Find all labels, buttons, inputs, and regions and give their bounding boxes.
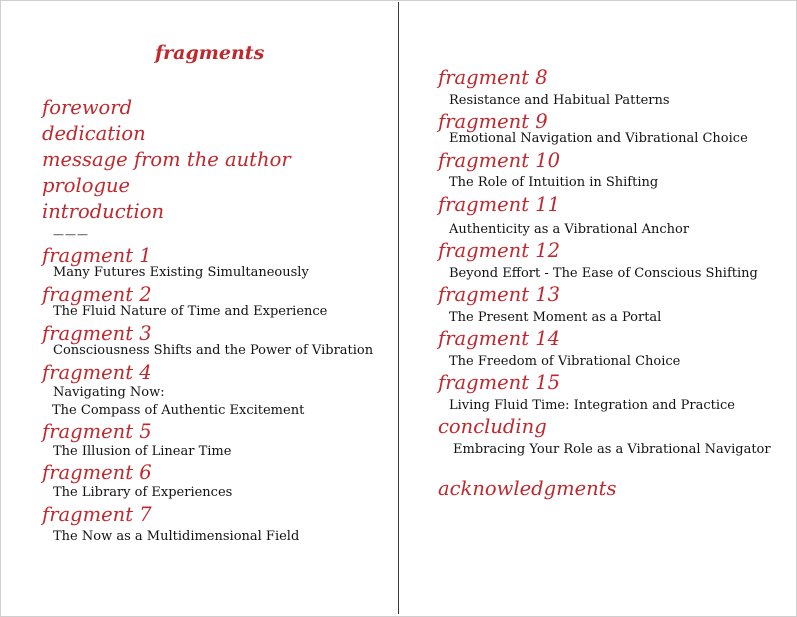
toc-entry-fragment-4[interactable]: fragment 4 [42, 361, 152, 384]
toc-entry-fragment-12[interactable]: fragment 12 [438, 239, 561, 262]
concluding-subtitle: Embracing Your Role as a Vibrational Navigator [453, 442, 771, 457]
fragment-1-subtitle: Many Futures Existing Simultaneously [53, 265, 309, 280]
fragment-15-subtitle: Living Fluid Time: Integration and Practice [449, 398, 735, 413]
toc-entry-fragment-7[interactable]: fragment 7 [42, 503, 152, 526]
page-divider [398, 2, 399, 614]
toc-entry-fragment-15[interactable]: fragment 15 [438, 371, 561, 394]
fragment-10-subtitle: The Role of Intuition in Shifting [449, 175, 659, 190]
toc-entry-fragment-1[interactable]: fragment 1 [42, 244, 152, 267]
toc-entry-acknowledgments[interactable]: acknowledgments [438, 477, 617, 500]
toc-entry-fragment-11[interactable]: fragment 11 [438, 193, 561, 216]
toc-title: fragments [155, 42, 265, 64]
fragment-14-subtitle: The Freedom of Vibrational Choice [449, 354, 681, 369]
fragment-3-subtitle: Consciousness Shifts and the Power of Vibration [53, 343, 374, 358]
toc-entry-fragment-8[interactable]: fragment 8 [438, 66, 548, 89]
fragment-6-subtitle: The Library of Experiences [53, 485, 233, 500]
toc-entry-introduction[interactable]: introduction [42, 200, 165, 223]
fragment-4-subtitle-line-2: The Compass of Authentic Excitement [52, 403, 305, 418]
toc-entry-fragment-10[interactable]: fragment 10 [438, 149, 561, 172]
toc-entry-foreword[interactable]: foreword [42, 96, 133, 119]
fragment-8-subtitle: Resistance and Habitual Patterns [449, 93, 670, 108]
toc-entry-concluding[interactable]: concluding [438, 415, 547, 438]
fragment-2-subtitle: The Fluid Nature of Time and Experience [53, 304, 328, 319]
toc-entry-prologue[interactable]: prologue [42, 174, 131, 197]
toc-entry-fragment-9[interactable]: fragment 9 [438, 110, 548, 133]
toc-entry-fragment-5[interactable]: fragment 5 [42, 420, 152, 443]
fragment-9-subtitle: Emotional Navigation and Vibrational Choice [449, 131, 748, 146]
toc-entry-fragment-14[interactable]: fragment 14 [438, 327, 561, 350]
fragment-11-subtitle: Authenticity as a Vibrational Anchor [449, 222, 690, 237]
toc-entry-fragment-6[interactable]: fragment 6 [42, 461, 152, 484]
fragment-7-subtitle: The Now as a Multidimensional Field [53, 529, 300, 544]
fragment-12-subtitle: Beyond Effort - The Ease of Conscious Shifting [449, 266, 758, 281]
toc-entry-fragment-3[interactable]: fragment 3 [42, 322, 152, 345]
toc-entry-fragment-13[interactable]: fragment 13 [438, 283, 561, 306]
toc-entry-fragment-2[interactable]: fragment 2 [42, 283, 152, 306]
fragment-4-subtitle-line-1: Navigating Now: [53, 385, 165, 400]
separator: ——— [53, 228, 89, 241]
toc-entry-message[interactable]: message from the author [42, 148, 291, 171]
fragment-5-subtitle: The Illusion of Linear Time [53, 444, 232, 459]
fragment-13-subtitle: The Present Moment as a Portal [449, 310, 662, 325]
toc-entry-dedication[interactable]: dedication [42, 122, 146, 145]
